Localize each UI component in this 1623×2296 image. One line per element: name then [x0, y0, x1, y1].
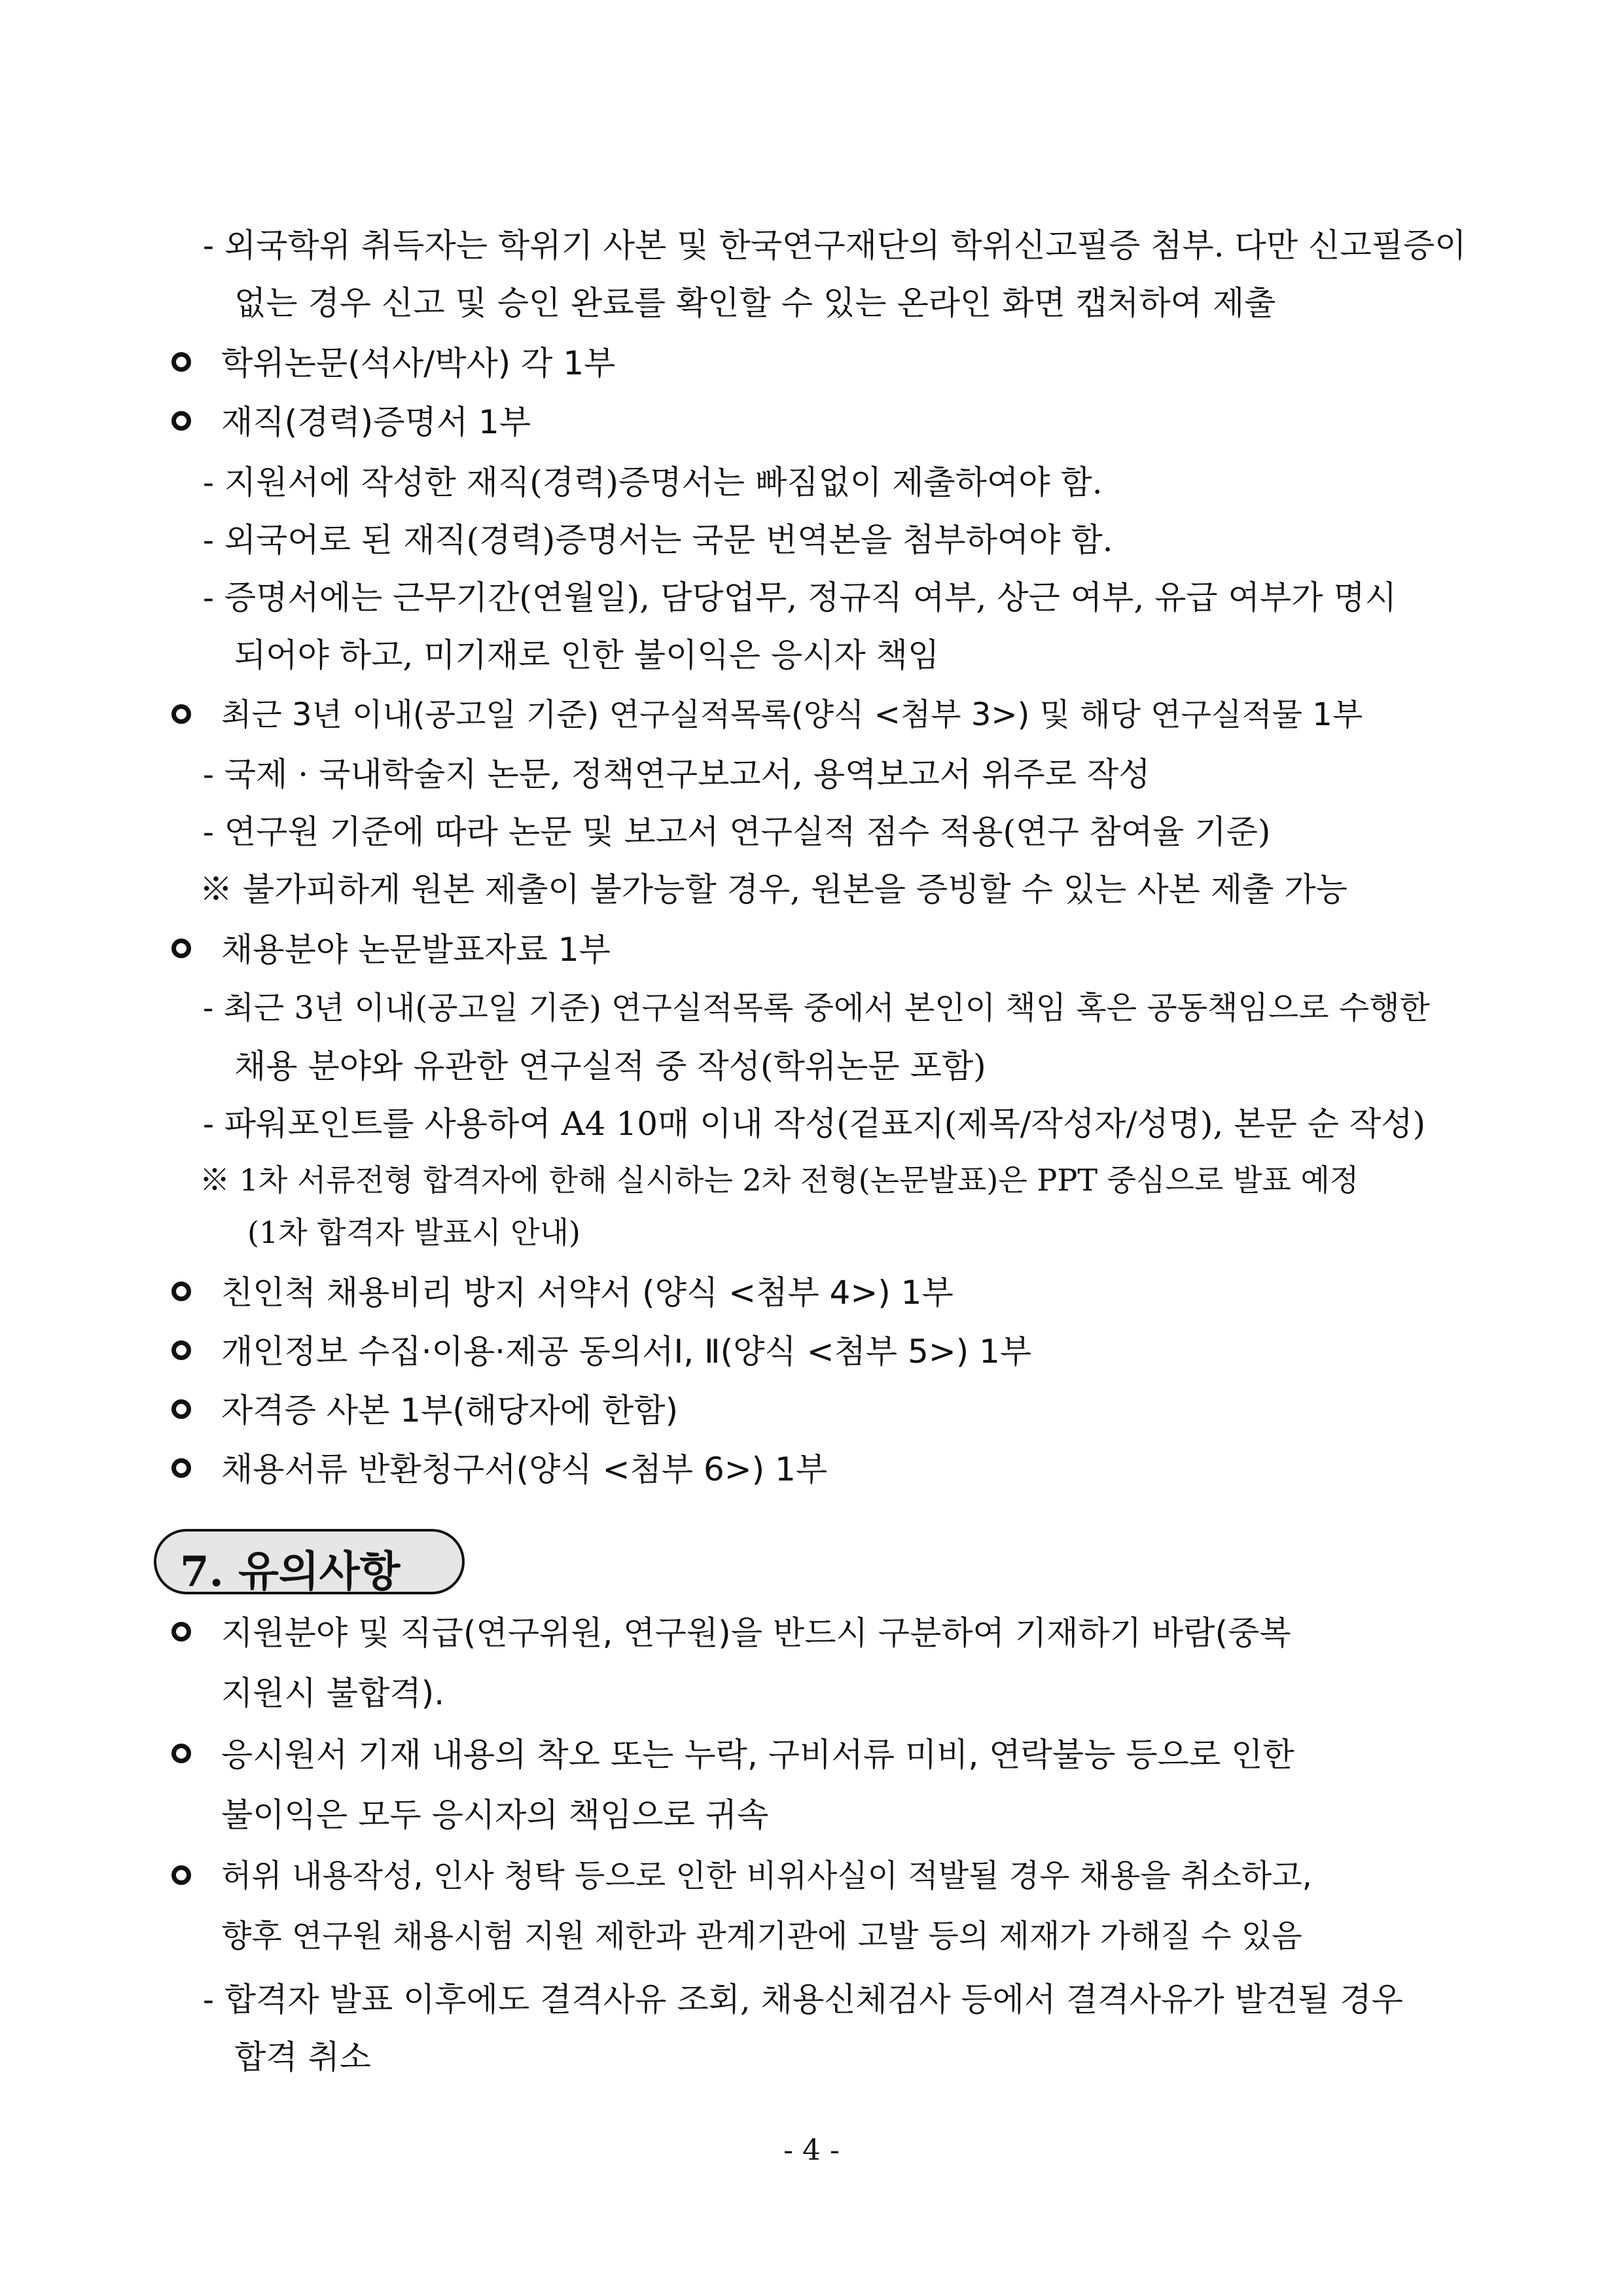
notice-sub-2: 합격 취소 — [234, 2038, 372, 2076]
circle-bullet-icon — [171, 1340, 191, 1360]
item-presentation: 채용분야 논문발표자료 1부 — [221, 931, 611, 969]
notice-1-line-2: 지원시 불합격). — [221, 1674, 445, 1712]
item-license: 자격증 사본 1부(해당자에 한함) — [221, 1391, 679, 1429]
presentation-note-1: ※ 1차 서류전형 합격자에 한해 실시하는 2차 전형(논문발표)은 PPT 중심으로 발표 예정 — [200, 1162, 1359, 1198]
circle-bullet-icon — [171, 704, 191, 724]
employment-sub-4: 되어야 하고, 미기재로 인한 불이익은 응시자 책임 — [234, 636, 940, 674]
circle-bullet-icon — [171, 352, 191, 372]
item-return: 채용서류 반환청구서(양식 <첨부 6>) 1부 — [221, 1450, 828, 1488]
presentation-sub-3: - 파워포인트를 사용하여 A4 10매 이내 작성(겉표지(제목/작성자/성명), 본문 순 작성) — [203, 1105, 1426, 1143]
circle-bullet-icon — [171, 411, 191, 431]
notice-2-line-1: 응시원서 기재 내용의 착오 또는 누락, 구비서류 미비, 연락불능 등으로 인한 — [221, 1736, 1294, 1774]
notice-2-line-2: 불이익은 모두 응시자의 책임으로 귀속 — [221, 1796, 769, 1834]
research-note: ※ 불가피하게 원본 제출이 불가능할 경우, 원본을 증빙할 수 있는 사본 제출 가능 — [200, 870, 1347, 908]
item-pledge: 친인척 채용비리 방지 서약서 (양식 <첨부 4>) 1부 — [221, 1274, 954, 1312]
page-number: - 4 - — [783, 2134, 840, 2167]
notice-1-line-1: 지원분야 및 직급(연구위원, 연구원)을 반드시 구분하여 기재하기 바람(중복 — [221, 1614, 1291, 1652]
circle-bullet-icon — [171, 1282, 191, 1301]
item-research: 최근 3년 이내(공고일 기준) 연구실적목록(양식 <첨부 3>) 및 해당 연구실적물 1부 — [221, 696, 1363, 733]
employment-sub-2: - 외국어로 된 재직(경력)증명서는 국문 번역본을 첨부하여야 함. — [203, 521, 1113, 559]
presentation-sub-1: - 최근 3년 이내(공고일 기준) 연구실적목록 중에서 본인이 책임 혹은 공동책임으로 수행한 — [203, 990, 1430, 1026]
circle-bullet-icon — [171, 1744, 191, 1763]
circle-bullet-icon — [171, 1458, 191, 1478]
employment-sub-3: - 증명서에는 근무기간(연월일), 담당업무, 정규직 여부, 상근 여부, 유급 여부가 명시 — [203, 579, 1397, 617]
presentation-note-2: (1차 합격자 발표시 안내) — [247, 1215, 580, 1250]
notice-3-line-1: 허위 내용작성, 인사 청탁 등으로 인한 비위사실이 적발될 경우 채용을 취소하고, — [221, 1857, 1312, 1894]
section-title: 7. 유의사항 — [180, 1547, 401, 1596]
item-privacy: 개인정보 수집·이용·제공 동의서Ⅰ, Ⅱ(양식 <첨부 5>) 1부 — [221, 1333, 1032, 1371]
notice-sub-1: - 합격자 발표 이후에도 결격사유 조회, 채용신체검사 등에서 결격사유가 발견될 경우 — [203, 1981, 1403, 2018]
research-sub-1: - 국제 · 국내학술지 논문, 정책연구보고서, 용역보고서 위주로 작성 — [203, 755, 1150, 793]
item-employment: 재직(경력)증명서 1부 — [221, 403, 531, 441]
employment-sub-1: - 지원서에 작성한 재직(경력)증명서는 빠짐없이 제출하여야 함. — [203, 463, 1103, 501]
circle-bullet-icon — [171, 939, 191, 958]
presentation-sub-2: 채용 분야와 유관한 연구실적 중 작성(학위논문 포함) — [234, 1047, 986, 1085]
research-sub-2: - 연구원 기준에 따라 논문 및 보고서 연구실적 점수 적용(연구 참여율 기준) — [203, 813, 1271, 851]
circle-bullet-icon — [171, 1399, 191, 1419]
notice-3-line-2: 향후 연구원 채용시험 지원 제한과 관계기관에 고발 등의 제재가 가해질 수 있음 — [221, 1918, 1302, 1954]
circle-bullet-icon — [171, 1865, 191, 1885]
intro-line-1: - 외국학위 취득자는 학위기 사본 및 한국연구재단의 학위신고필증 첨부. 다만 신고필증이 — [203, 226, 1467, 264]
intro-line-2: 없는 경우 신고 및 승인 완료를 확인할 수 있는 온라인 화면 캡처하여 제출 — [234, 284, 1276, 322]
item-thesis: 학위논문(석사/박사) 각 1부 — [221, 344, 616, 382]
circle-bullet-icon — [171, 1622, 191, 1641]
